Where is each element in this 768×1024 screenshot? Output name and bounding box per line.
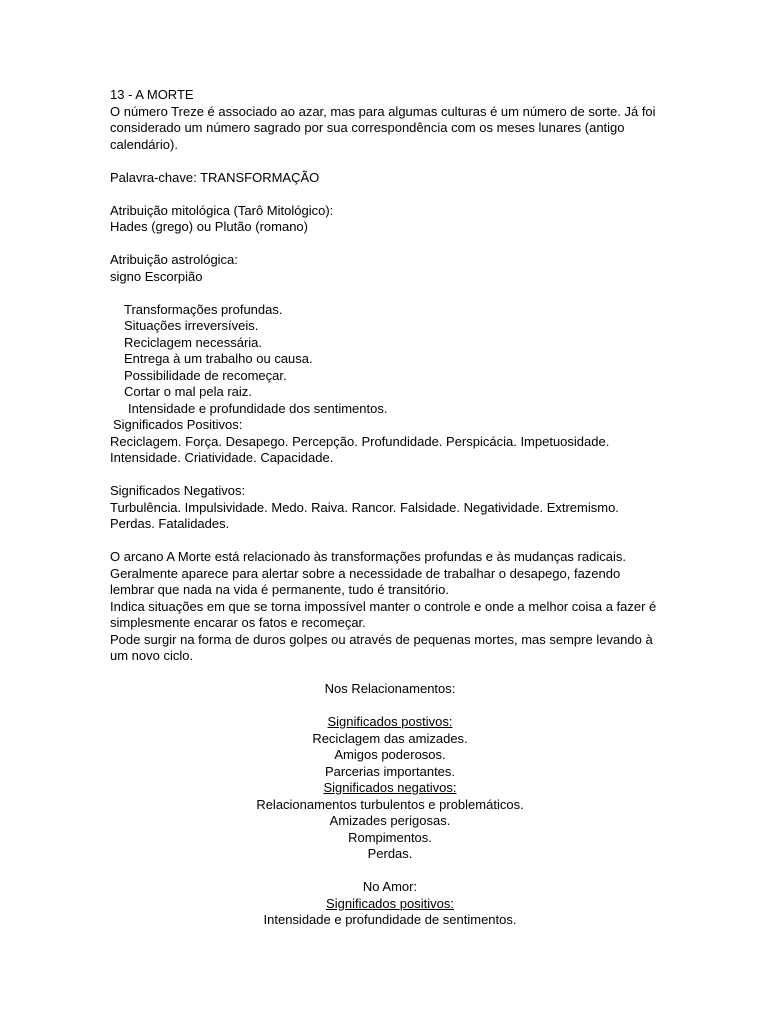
blank-line [110, 467, 660, 484]
love-positive-heading-text: Significados positivos: [326, 895, 454, 911]
description-line: um novo ciclo. [110, 648, 194, 663]
negative-line: Perdas. Fatalidades. [110, 516, 230, 531]
description-line: lembrar que nada na vida é permanente, tudo é transitório. [110, 582, 449, 597]
trait-item: Intensidade e profundidade dos sentimentos. [128, 400, 388, 416]
trait-item: Cortar o mal pela raiz. [124, 384, 252, 399]
page-title: 13 - A MORTE [110, 87, 194, 102]
keyword-line: Palavra-chave: TRANSFORMAÇÃO [110, 169, 320, 185]
intro-line: calendário). [110, 136, 178, 152]
relationships-negative-item: Perdas. [367, 846, 413, 861]
relationships-negative-item: Amizades perigosas. [329, 813, 451, 828]
intro-line: considerado um número sagrado por sua correspondência com os meses lunares (antigo [110, 120, 625, 135]
love-positive-heading [110, 896, 670, 913]
relationships-heading: Nos Relacionamentos: [324, 681, 456, 696]
relationships-positive-heading-text: Significados postivos: [327, 714, 453, 729]
relationships-positive-item: Parcerias importantes. [324, 763, 456, 779]
blank-line [110, 153, 660, 170]
relationships-positive-item: Amigos poderosos. [334, 747, 446, 762]
relationships-negative-heading-text: Significados negativos: [323, 780, 457, 795]
mythological-value: Hades (grego) ou Plutão (romano) [110, 219, 308, 234]
blank-line [110, 665, 660, 682]
relationships-section [110, 681, 670, 929]
blank-line [110, 186, 660, 203]
positive-heading: Significados Positivos: [113, 417, 243, 432]
description-line: O arcano A Morte está relacionado às transformações profundas e às mudanças radicais. [110, 549, 626, 564]
relationships-negative-item: Rompimentos. [348, 829, 432, 845]
blank-line [110, 533, 660, 550]
document-body [110, 87, 660, 929]
description-line: Pode surgir na forma de duros golpes ou através de pequenas mortes, mas sempre levando à [110, 631, 653, 647]
blank-line [110, 236, 660, 253]
trait-item: Transformações profundas. [124, 301, 283, 317]
positive-line: Intensidade. Criatividade. Capacidade. [110, 450, 334, 465]
blank-line [110, 698, 670, 715]
relationships-negative-heading [110, 780, 670, 797]
trait-item: Entrega à um trabalho ou causa. [124, 351, 313, 366]
description-line: simplesmente encarar os fatos e recomeçar. [110, 615, 366, 630]
negative-line: Turbulência. Impulsividade. Medo. Raiva. Rancor. Falsidade. Negatividade. Extremismo. [110, 499, 619, 515]
blank-line [110, 285, 660, 302]
description-line: Indica situações em que se torna impossível manter o controle e onde a melhor coisa a fazer é [110, 598, 657, 614]
trait-item: Situações irreversíveis. [124, 318, 259, 333]
astrological-heading: Atribuição astrológica: [110, 252, 238, 267]
blank-line [110, 863, 670, 880]
positive-line: Reciclagem. Força. Desapego. Percepção. Profundidade. Perspicácia. Impetuosidade. [110, 433, 610, 449]
love-heading: No Amor: [362, 879, 418, 894]
relationships-positive-item: Reciclagem das amizades. [312, 730, 468, 746]
love-positive-item: Intensidade e profundidade de sentimentos. [263, 912, 517, 927]
trait-item: Reciclagem necessária. [124, 334, 263, 350]
relationships-negative-item: Relacionamentos turbulentos e problemáticos. [256, 796, 524, 812]
intro-line: O número Treze é associado ao azar, mas para algumas culturas é um número de sorte. Já foi [110, 103, 656, 119]
negative-heading: Significados Negativos: [110, 483, 246, 498]
relationships-positive-heading [110, 714, 670, 731]
description-line: Geralmente aparece para alertar sobre a necessidade de trabalhar o desapego, fazendo [110, 565, 621, 581]
mythological-heading: Atribuição mitológica (Tarô Mitológico): [110, 202, 334, 218]
trait-item: Possibilidade de recomeçar. [124, 367, 287, 383]
astrological-value: signo Escorpião [110, 268, 203, 284]
